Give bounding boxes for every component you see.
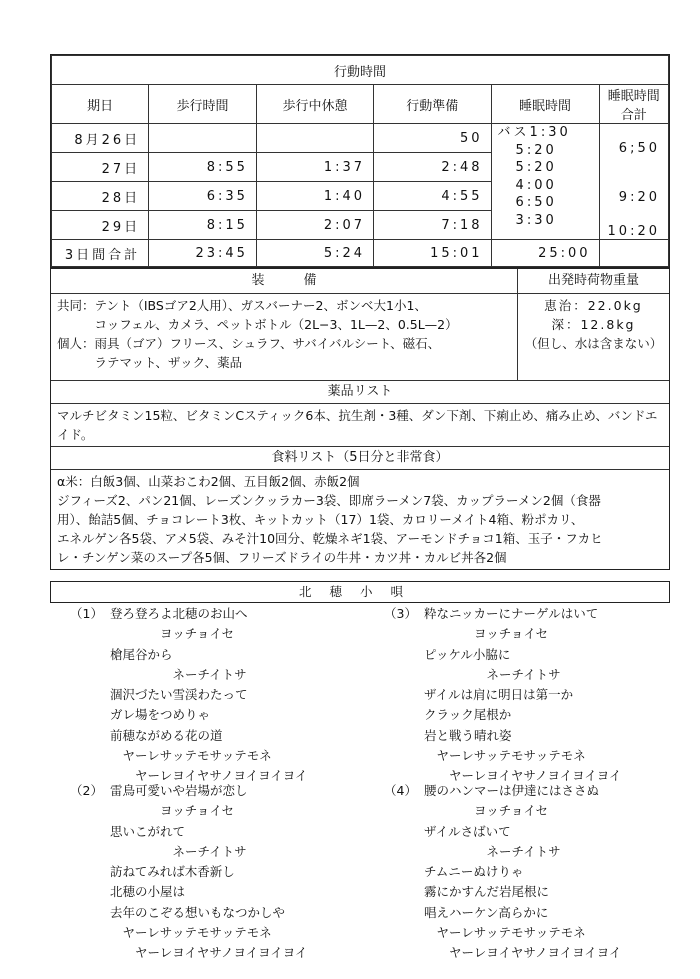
sleep-total: 10:20 — [607, 224, 660, 239]
col-date: 期日 — [52, 85, 149, 124]
food-line: レ・チンゲン菜のスープ各5個、フリーズドライの牛丼・カツ丼・カルビ丼各2個 — [57, 550, 507, 565]
verse-line: ネーチイトサ — [110, 843, 247, 859]
medicine-title: 薬品リスト — [51, 380, 669, 404]
equipment-line: 共同：テント（IBSゴア2人用）、ガスバーナー2、ボンベ大1小1、 — [57, 298, 427, 313]
walk-cell — [149, 124, 257, 153]
verse-number: （4） — [384, 783, 417, 798]
walk-cell: 8:15 — [149, 211, 257, 240]
verse-line: チムニーぬけりゃ — [424, 864, 524, 880]
equipment-line: 個人：雨具（ゴア）フリース、シュラフ、サバイバルシート、磁石、 — [57, 336, 441, 351]
verse-number: （3） — [384, 606, 417, 621]
sleep-total: 6;50 — [618, 141, 660, 156]
sleep-line: 6:50 — [515, 195, 557, 210]
food-line: α米：白飯3個、山菜おこわ2個、五目飯2個、赤飯2個 — [57, 474, 360, 489]
verse-line: 唱えハーケン高らかに — [424, 904, 549, 920]
verse-4 — [384, 781, 622, 964]
col-prep: 行動準備 — [374, 85, 491, 124]
weight-list — [518, 294, 669, 380]
weight-line: 深：12.8kg — [551, 317, 636, 332]
food-line: エネルゲン各5袋、アメ5袋、みそ汁10回分、乾燥ネギ1袋、アーモンドチョコ1箱、玉子・フカヒ — [57, 531, 603, 546]
verse-3 — [384, 604, 622, 787]
schedule-table — [51, 55, 669, 267]
walk-cell: 8:55 — [149, 153, 257, 182]
rest-cell: 1:40 — [256, 182, 373, 211]
verse-line: ピッケル小脇に — [424, 646, 511, 662]
date-cell: 8月26日 — [52, 124, 149, 153]
sleep-total-cell — [599, 124, 668, 240]
song-section — [50, 581, 670, 603]
verse-number: （2） — [70, 783, 103, 798]
verse-line: ヤーレヨイヤサノヨイヨイヨイ — [424, 945, 622, 961]
food-line: 用）、飴詰5個、チョコレート3枚、キットカット（17）1袋、カロリーメイト4箱、粉ポカリ、 — [57, 512, 584, 527]
date-cell: 28日 — [52, 182, 149, 211]
equipment-title: 装 備 — [51, 269, 518, 293]
sleep-line: 5:20 — [515, 142, 557, 158]
equipment-header — [51, 269, 669, 294]
verse-line: ヤーレサッテモサッテモネ — [110, 925, 272, 941]
verse-line: 雷鳥可愛いや岩場が恋し — [110, 783, 248, 798]
date-cell: 29日 — [52, 211, 149, 240]
equipment-line: ラテマット、ザック、薬品 — [57, 355, 243, 370]
total-prep: 15:01 — [374, 240, 491, 267]
walk-cell: 6:35 — [149, 182, 257, 211]
verse-line: ザイルさばいて — [424, 823, 511, 839]
verse-line: 涸沢づたい雪渓わたって — [110, 687, 248, 703]
rest-cell: 1:37 — [256, 153, 373, 182]
total-row — [52, 240, 669, 267]
prep-cell: 50 — [374, 124, 491, 153]
verse-line: ガレ場をつめりゃ — [110, 707, 211, 723]
col-walk: 歩行時間 — [149, 85, 257, 124]
schedule-title: 行動時間 — [52, 56, 669, 85]
verse-2 — [70, 781, 308, 964]
total-label: 3日間合計 — [52, 240, 149, 267]
verse-line: ヨッチョイセ — [424, 626, 549, 642]
verse-line: 北穂の小屋は — [110, 884, 186, 900]
verse-line: 思いこがれて — [110, 823, 186, 839]
weight-line: 恵治：22.0kg — [544, 298, 643, 313]
medicine-text: マルチビタミン15粒、ビタミンCスティック6本、抗生剤・3種、ダン下剤、下痢止め、痛み止め、バンドエイド。 — [57, 408, 658, 442]
verse-line: ヤーレサッテモサッテモネ — [424, 925, 586, 941]
verse-line: 訪ねてみれば木香新し — [110, 864, 235, 880]
prep-cell: 2:48 — [374, 153, 491, 182]
verse-line: 槍尾谷から — [110, 646, 173, 662]
verse-line: ヤーレヨイヤサノヨイヨイヨイ — [424, 768, 622, 784]
verse-line: ザイルは肩に明日は第一か — [424, 687, 574, 703]
sleep-cell — [491, 124, 599, 240]
verse-line: ヤーレサッテモサッテモネ — [110, 748, 272, 764]
date-cell: 27日 — [52, 153, 149, 182]
weight-note: （但し、水は含まない） — [524, 336, 663, 351]
verse-line: ネーチイトサ — [424, 843, 561, 859]
food-line: ジフィーズ2、パン21個、レーズンクッラカー3袋、即席ラーメン7袋、カップラーメン2個（食器 — [57, 493, 601, 508]
verse-line: ヤーレヨイヤサノヨイヨイヨイ — [110, 768, 308, 784]
prep-cell: 7:18 — [374, 211, 491, 240]
verse-line: ヤーレヨイヤサノヨイヨイヨイ — [110, 945, 308, 961]
verse-1 — [70, 604, 308, 787]
verse-line: ヨッチョイセ — [424, 803, 549, 819]
total-sleep: 25:00 — [491, 240, 599, 267]
equipment-list — [51, 294, 518, 380]
schedule-table-box — [50, 54, 670, 268]
equipment-line: コッフェル、カメラ、ペットボトル（2L−3、1L—2、0.5L—2） — [57, 317, 458, 332]
sleep-line: 4:00 — [515, 177, 557, 193]
total-rest: 5:24 — [256, 240, 373, 267]
equipment-body — [51, 294, 669, 380]
verse-line: ヤーレサッテモサッテモネ — [424, 748, 586, 764]
food-list — [51, 470, 669, 569]
weight-title: 出発時荷物重量 — [547, 273, 639, 288]
verse-line: 霧にかすんだ岩尾根に — [424, 884, 550, 900]
table-row — [52, 124, 669, 153]
sleep-line: 3:30 — [515, 212, 557, 228]
total-empty — [599, 240, 668, 267]
verse-line: 粋なニッカーにナーゲルはいて — [424, 606, 599, 621]
verse-line: 登ろ登ろよ北穂のお山へ — [110, 606, 248, 621]
verse-line: 岩と戦う晴れ姿 — [424, 727, 512, 743]
rest-cell — [256, 124, 373, 153]
col-rest: 歩行中休憩 — [256, 85, 373, 124]
col-sleep-total: 睡眠時間合計 — [599, 85, 668, 124]
verse-line: 去年のこぞる想いもなつかしや — [110, 904, 286, 920]
verse-line: 前穂ながめる花の道 — [110, 727, 223, 743]
verse-line: ヨッチョイセ — [110, 626, 235, 642]
verse-line: ネーチイトサ — [424, 666, 561, 682]
col-sleep: 睡眠時間 — [491, 85, 599, 124]
verse-line: クラック尾根か — [424, 707, 512, 723]
verse-line: ヨッチョイセ — [110, 803, 235, 819]
verse-line: 腰のハンマーは伊達にはささぬ — [424, 783, 600, 798]
verse-line: ネーチイトサ — [110, 666, 247, 682]
prep-cell: 4:55 — [374, 182, 491, 211]
sleep-line: 5:20 — [515, 160, 557, 175]
rest-cell: 2:07 — [256, 211, 373, 240]
sleep-line: バス1:30 — [497, 125, 571, 140]
equipment-box — [50, 268, 670, 570]
food-title: 食料リスト（5日分と非常食） — [51, 446, 669, 470]
song-title: 北穂小唄 — [50, 581, 670, 603]
total-walk: 23:45 — [149, 240, 257, 267]
verse-number: （1） — [70, 606, 103, 621]
sleep-total: 9:20 — [618, 190, 660, 205]
